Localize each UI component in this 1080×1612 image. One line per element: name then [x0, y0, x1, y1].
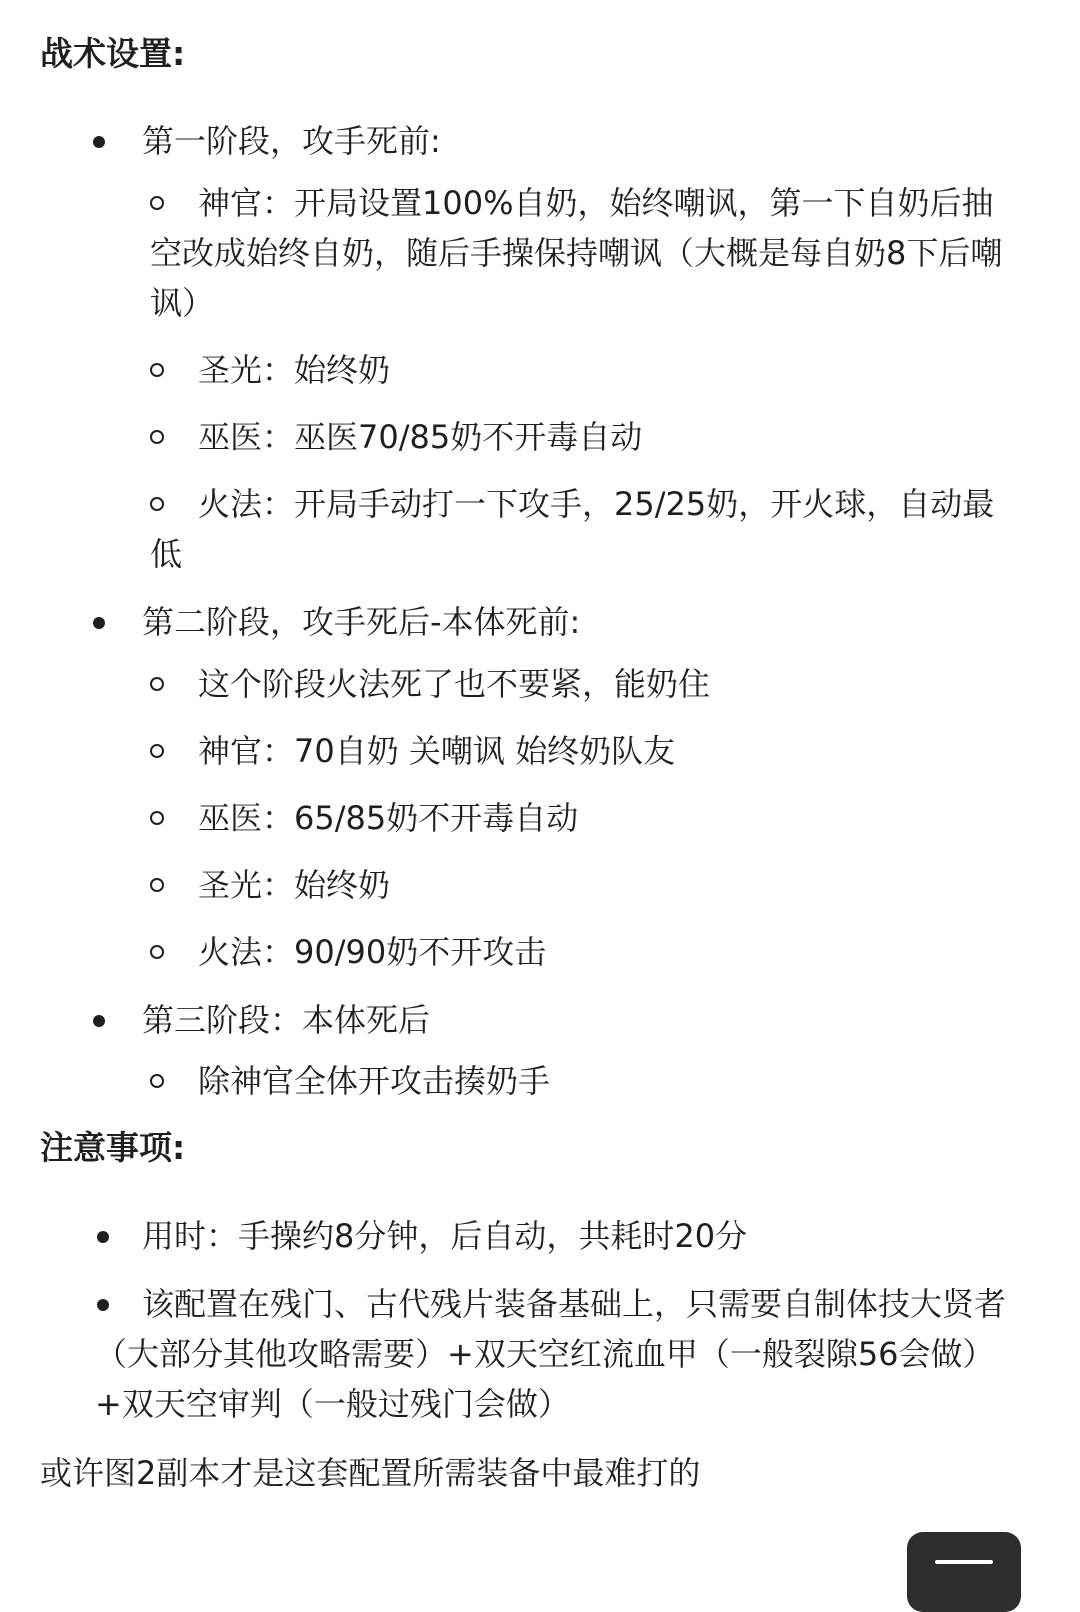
phase2-item-4: 圣光：始终奶 [150, 860, 1022, 910]
phase1-title: 第一阶段，攻手死前: [142, 116, 441, 166]
phase1-item-1: 神官：开局设置100%自奶，始终嘲讽，第一下自奶后抽空改成始终自奶，随后手操保持嘲讽（大概是每自奶8下后嘲讽） [150, 178, 1022, 328]
edit-button[interactable] [907, 1532, 1021, 1612]
note-item-1: 用时：手操约8分钟，后自动，共耗时20分 [95, 1211, 1020, 1261]
phase3-item-1: 除神官全体开攻击揍奶手 [150, 1056, 1022, 1106]
note-item-2: 该配置在残门、古代残片装备基础上，只需要自制体技大贤者（大部分其他攻略需要）+双天空红流血甲（一般裂隙56会做）+双天空审判（一般过残门会做） [95, 1279, 1020, 1429]
footer-paragraph: 或许图2副本才是这套配置所需装备中最难打的 [40, 1454, 701, 1492]
phase3-title: 第三阶段：本体死后 [142, 995, 430, 1045]
phase1-item-2: 圣光：始终奶 [150, 345, 1022, 395]
tactics-heading: 战术设置: [40, 34, 186, 73]
phase1-item-4: 火法：开局手动打一下攻手，25/25奶，开火球，自动最低 [150, 479, 1022, 579]
phase2-item-2: 神官：70自奶 关嘲讽 始终奶队友 [150, 726, 1022, 776]
phase2-title: 第二阶段，攻手死后-本体死前: [142, 597, 580, 647]
phase2-item-1: 这个阶段火法死了也不要紧，能奶住 [150, 659, 1022, 709]
phase1-item-3: 巫医：巫医70/85奶不开毒自动 [150, 412, 1022, 462]
edit-icon [935, 1560, 993, 1564]
phase2-item-5: 火法：90/90奶不开攻击 [150, 927, 1022, 977]
phase2-item-3: 巫医：65/85奶不开毒自动 [150, 793, 1022, 843]
notes-heading: 注意事项: [40, 1128, 186, 1167]
